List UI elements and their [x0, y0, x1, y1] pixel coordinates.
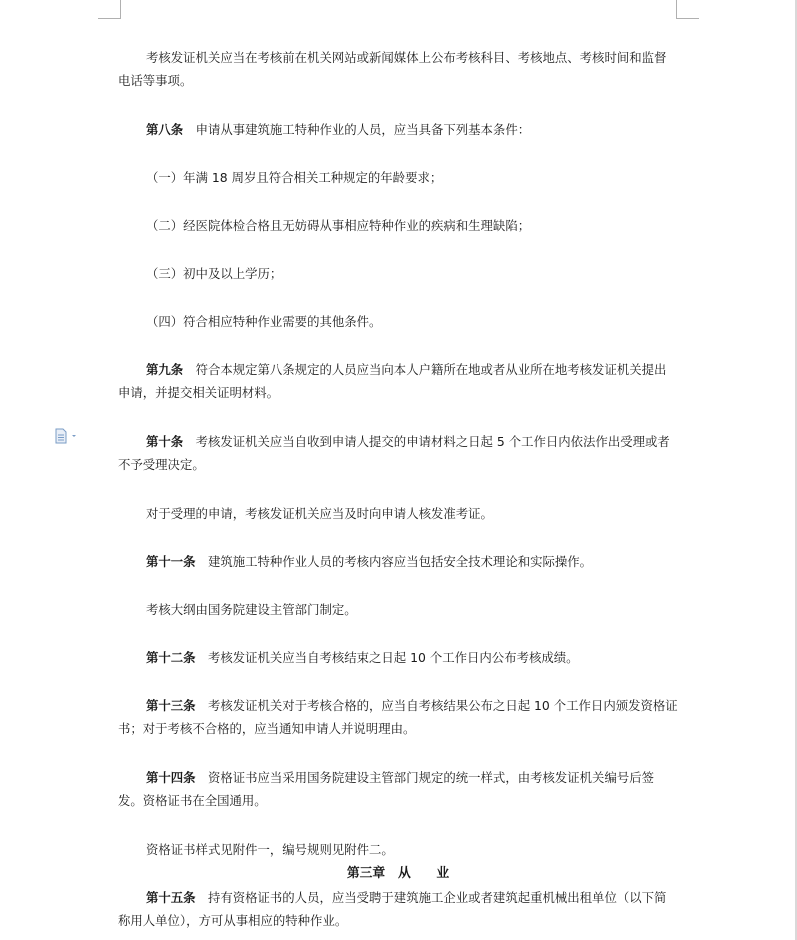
paragraph: [118, 118, 678, 141]
paragraph: [118, 598, 678, 621]
paragraph: [118, 838, 678, 861]
paragraph-text: 持有资格证书的人员，应当受聘于建筑施工企业或者建筑起重机械出租单位（以下简称用人单位），方可从事相应的特种作业。: [118, 890, 667, 928]
paragraph-text: 考核发证机关应当在考核前在机关网站或新闻媒体上公布考核科目、考核地点、考核时间和监督电话等事项。: [118, 50, 667, 88]
paragraph-text: （四）符合相应特种作业需要的其他条件。: [146, 314, 382, 329]
paragraph-text: 建筑施工特种作业人员的考核内容应当包括安全技术理论和实际操作。: [207, 554, 593, 569]
paragraph-text: （二）经医院体检合格且无妨碍从事相应特种作业的疾病和生理缺陷；: [146, 218, 531, 233]
paragraph-text: 符合本规定第八条规定的人员应当向本人户籍所在地或者从业所在地考核发证机关提出申请，并提交相关证明材料。: [118, 362, 667, 400]
paragraph: [118, 262, 678, 285]
article-number: 第十一条: [146, 554, 196, 569]
paragraph-text: （一）年满 18 周岁且符合相关工种规定的年龄要求；: [146, 170, 443, 185]
paragraph-text: 对于受理的申请，考核发证机关应当及时向申请人核发准考证。: [146, 506, 493, 521]
paragraph-text: 考核发证机关应当自收到申请人提交的申请材料之日起 5 个工作日内依法作出受理或者不予受理决定。: [118, 434, 670, 472]
paragraph-text: 考核发证机关对于考核合格的，应当自考核结果公布之日起 10 个工作日内颁发资格证书；对于考核不合格的，应当通知申请人并说明理由。: [118, 698, 678, 736]
article-number: 第十条: [146, 434, 184, 449]
paragraph: [118, 46, 678, 92]
article-number: 第十二条: [146, 650, 196, 665]
paragraph-text: 资格证书应当采用国务院建设主管部门规定的统一样式，由考核发证机关编号后签发。资格证书在全国通用。: [118, 770, 655, 808]
article-number: 第十四条: [146, 770, 196, 785]
paragraph: [118, 550, 678, 573]
paragraph-text: 资格证书样式见附件一，编号规则见附件二。: [146, 842, 394, 857]
article-number: 第十五条: [146, 890, 196, 905]
paragraph: [118, 766, 678, 812]
paragraph-text: 考核发证机关应当自考核结束之日起 10 个工作日内公布考核成绩。: [207, 650, 579, 665]
paragraph: [118, 694, 678, 740]
article-number: 第九条: [146, 362, 184, 377]
chapter-heading: 第三章 从 业: [346, 866, 450, 881]
paragraph: [118, 886, 678, 932]
paragraph: [118, 358, 678, 404]
paragraph: [118, 502, 678, 525]
paragraph: [118, 214, 678, 237]
paragraph: [118, 310, 678, 333]
paragraph: [118, 646, 678, 669]
article-number: 第十三条: [146, 698, 196, 713]
paragraph: [118, 166, 678, 189]
document-icon[interactable]: [54, 428, 80, 444]
margin-corner-top-left: [98, 0, 121, 19]
paragraph-text: 申请从事建筑施工特种作业的人员，应当具备下列基本条件：: [195, 122, 531, 137]
paragraph: [118, 430, 678, 476]
paragraph-text: （三）初中及以上学历；: [146, 266, 283, 281]
margin-corner-top-right: [676, 0, 699, 19]
article-number: 第八条: [146, 122, 184, 137]
paragraph-text: 考核大纲由国务院建设主管部门制定。: [146, 602, 357, 617]
